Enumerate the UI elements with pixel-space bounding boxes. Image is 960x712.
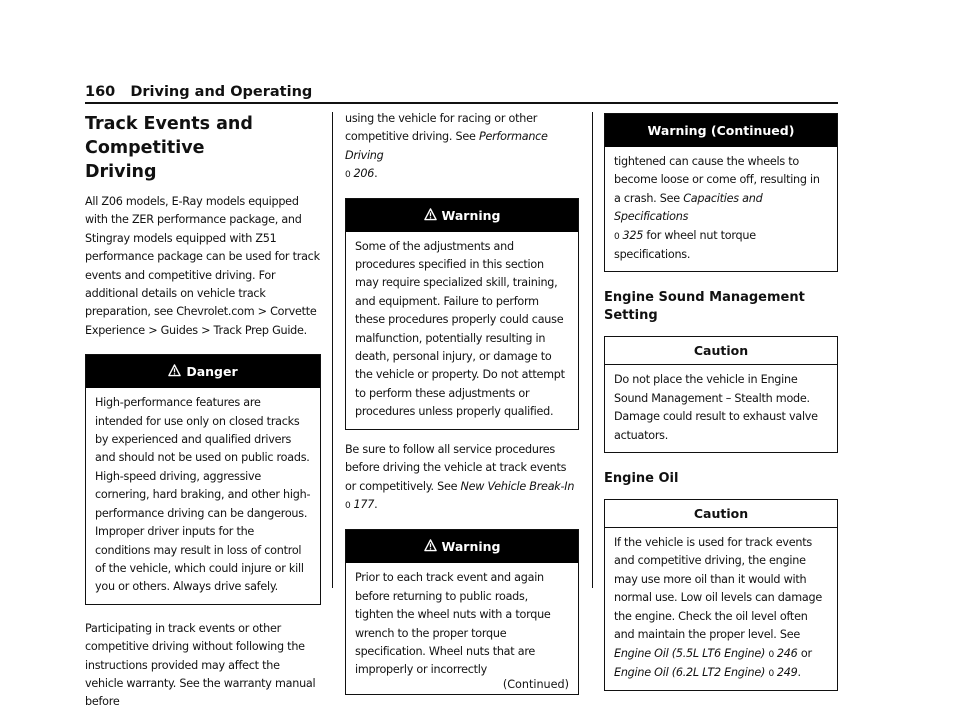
warning-triangle-icon <box>424 208 437 221</box>
service-paragraph: Be sure to follow all service procedures before driving the vehicle at track events or competitively. See New Vehicle Break-In 0 177. <box>345 442 575 511</box>
warning-box <box>345 529 579 694</box>
intro-paragraph: All Z06 models, E-Ray models equipped with the ZER performance package, and Stingray models equipped with Z51 performance package can be used for track events and competitive driving. For additional details on vehicle track preparation, see Chevrolet.com > Corvette Experience > Guides > Track Prep Guide. <box>85 195 320 337</box>
page-reference[interactable]: 246 <box>776 646 798 660</box>
warning-text: tightened can cause the wheels to become loose or come off, resulting in a crash. See Capacities and Specifications 0 325 for wheel nut torque specifications. <box>614 155 820 262</box>
page-reference[interactable]: 249 <box>776 665 798 679</box>
warning-header <box>346 199 578 232</box>
continued-label: (Continued) <box>502 677 569 691</box>
danger-label: Danger <box>186 364 238 380</box>
warning-label: Warning <box>441 539 501 555</box>
column-3 <box>604 113 838 691</box>
column-divider <box>592 112 593 588</box>
page-ref-arrow-icon: 0 <box>614 231 620 242</box>
caution-box <box>604 499 838 691</box>
cross-reference-link[interactable]: New Vehicle Break-In <box>460 479 575 493</box>
page-ref-arrow-icon: 0 <box>345 500 351 511</box>
cross-reference-link[interactable]: Engine Oil (5.5L LT6 Engine) <box>614 646 766 660</box>
page-ref-arrow-icon: 0 <box>768 649 774 660</box>
page-reference[interactable]: 177 <box>353 497 375 511</box>
cross-reference-link[interactable]: Performance Driving <box>345 130 548 162</box>
warning-label: Warning <box>441 207 501 223</box>
page-ref-arrow-icon: 0 <box>768 668 774 679</box>
danger-header <box>86 355 320 388</box>
warning-text: Prior to each track event and again before returning to public roads, tighten the wheel nuts with a torque wrench to the proper torque specification. Wheel nuts that are improperly or incorrectly <box>355 571 551 677</box>
header-rule <box>85 102 838 104</box>
caution-text: If the vehicle is used for track events and competitive driving, the engine may use more oil than it would with normal use. Low oil levels can damage the engine. Check the oil level often and maintain the proper level. See Engine Oil (5.5L LT6 Engine) 0 246 or Engine Oil (6.2L LT2 Engine) 0 249. <box>614 536 822 679</box>
caution-box <box>604 336 838 453</box>
column-divider <box>332 112 333 588</box>
column-1 <box>85 112 321 712</box>
warning-continued-box <box>604 113 838 272</box>
warning-box <box>345 198 579 430</box>
danger-text: High-performance features are intended for use only on closed tracks by experienced and qualified drivers and should not be used on public roads. High-speed driving, aggressive cornering, hard braking, and other high-performance driving can be dangerous. Improper driver inputs for the conditions may result in loss of control of the vehicle, which could injure or kill you or others. Always drive safely. <box>95 396 311 594</box>
warning-triangle-icon <box>168 364 181 377</box>
page-header <box>85 84 312 104</box>
section-heading: Track Events and Competitive Driving <box>85 114 253 182</box>
danger-box <box>85 354 321 604</box>
continued-paragraph: using the vehicle for racing or other competitive driving. See Performance Driving 0 206. <box>345 112 548 181</box>
cross-reference-link[interactable]: Capacities and Specifications <box>614 191 763 224</box>
warning-header <box>605 114 837 147</box>
warning-header <box>346 530 578 563</box>
column-2 <box>345 110 579 695</box>
warning-triangle-icon <box>424 539 437 552</box>
section-title: Driving and Operating <box>130 84 313 100</box>
subsection-heading: Engine Sound Management Setting <box>604 290 805 324</box>
warning-text: Some of the adjustments and procedures specified in this section may require specialized skill, training, and equipment. Failure to perform these procedures properly could cause malfunction, potentially resulting in death, personal injury, or damage to the vehicle or property. Do not attempt to perform these adjustments or procedures unless properly qualified. <box>355 239 565 419</box>
warning-label: Warning (Continued) <box>647 123 795 138</box>
caution-header: Caution <box>605 337 837 365</box>
page-ref-arrow-icon: 0 <box>345 170 351 181</box>
caution-header: Caution <box>605 500 837 528</box>
warranty-paragraph: Participating in track events or other competitive driving without following the instructions provided may affect the vehicle warranty. See the warranty manual before <box>85 621 316 709</box>
page-number: 160 <box>85 84 116 100</box>
page-reference[interactable]: 325 <box>622 228 644 242</box>
subsection-heading: Engine Oil <box>604 471 679 487</box>
page-reference[interactable]: 206 <box>353 167 375 181</box>
caution-text: Do not place the vehicle in Engine Sound Management – Stealth mode. Damage could result to exhaust valve actuators. <box>614 373 818 442</box>
cross-reference-link[interactable]: Engine Oil (6.2L LT2 Engine) <box>614 665 766 679</box>
